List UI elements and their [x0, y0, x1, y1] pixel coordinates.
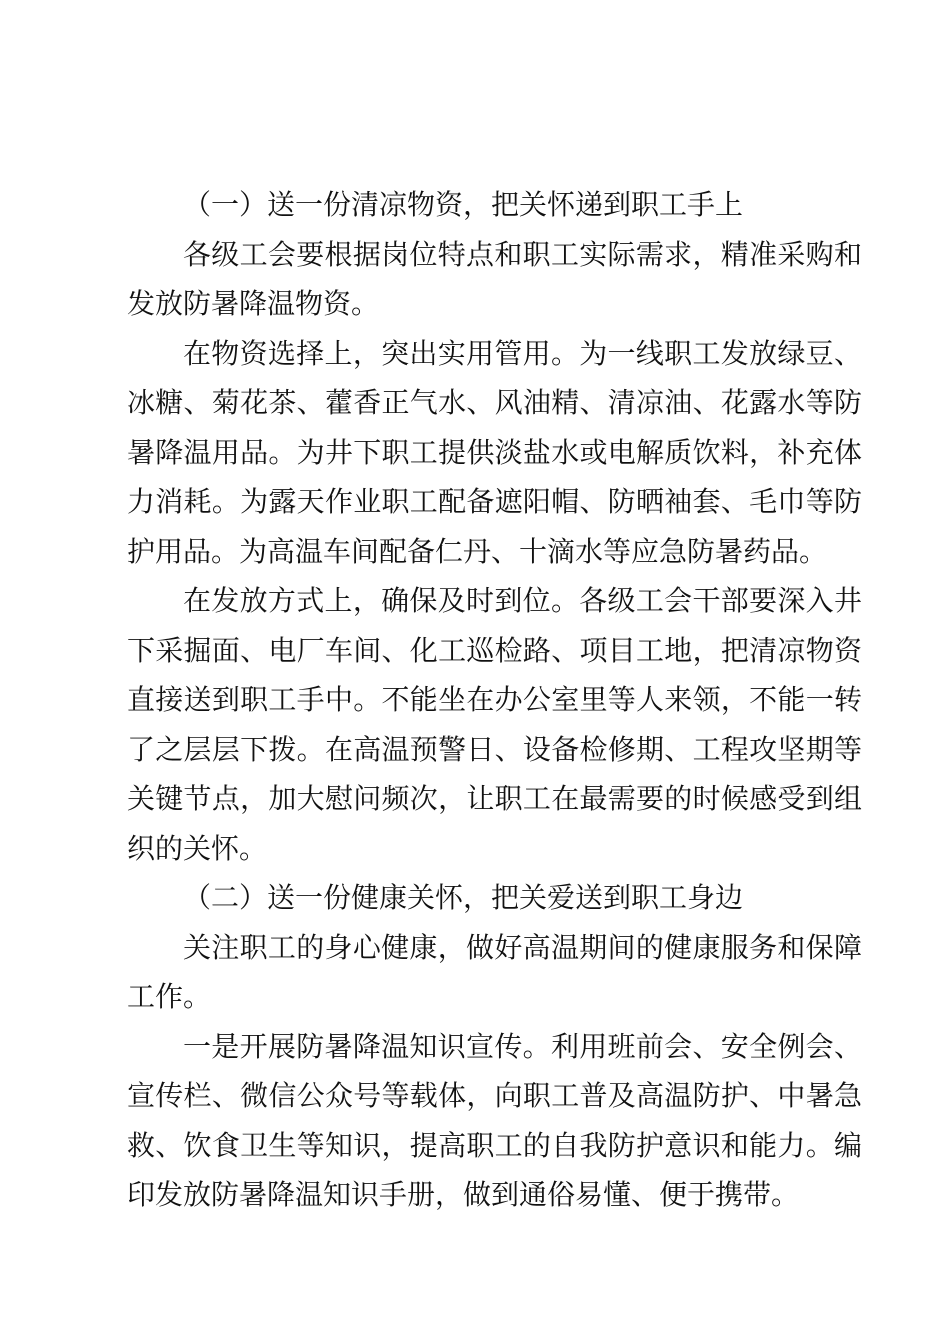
paragraph-section2-intro: 关注职工的身心健康，做好高温期间的健康服务和保障工作。 [127, 930, 862, 1013]
document-body [127, 180, 862, 1220]
paragraph-material-selection: 在物资选择上，突出实用管用。为一线职工发放绿豆、冰糖、菊花茶、藿香正气水、风油精、清凉油、花露水等防暑降温用品。为井下职工提供淡盐水或电解质饮料，补充体力消耗。为露天作业职工配备遮阳帽、防晒袖套、毛巾等防护用品。为高温车间配备仁丹、十滴水等应急防暑药品。 [127, 336, 862, 568]
section-heading-2: （二）送一份健康关怀，把关爱送到职工身边 [183, 881, 744, 914]
paragraph-knowledge-promotion: 一是开展防暑降温知识宣传。利用班前会、安全例会、宣传栏、微信公众号等载体，向职工普及高温防护、中暑急救、饮食卫生等知识，提高职工的自我防护意识和能力。编印发放防暑降温知识手册，做到通俗易懂、便于携带。 [127, 1029, 862, 1211]
paragraph-section1-intro: 各级工会要根据岗位特点和职工实际需求，精准采购和发放防暑降温物资。 [127, 237, 862, 320]
section-heading-1: （一）送一份清凉物资，把关怀递到职工手上 [183, 188, 744, 221]
paragraph-distribution-method: 在发放方式上，确保及时到位。各级工会干部要深入井下采掘面、电厂车间、化工巡检路、项目工地，把清凉物资直接送到职工手中。不能坐在办公室里等人来领，不能一转了之层层下拨。在高温预警日、设备检修期、工程攻坚期等关键节点，加大慰问频次，让职工在最需要的时候感受到组织的关怀。 [127, 584, 862, 865]
